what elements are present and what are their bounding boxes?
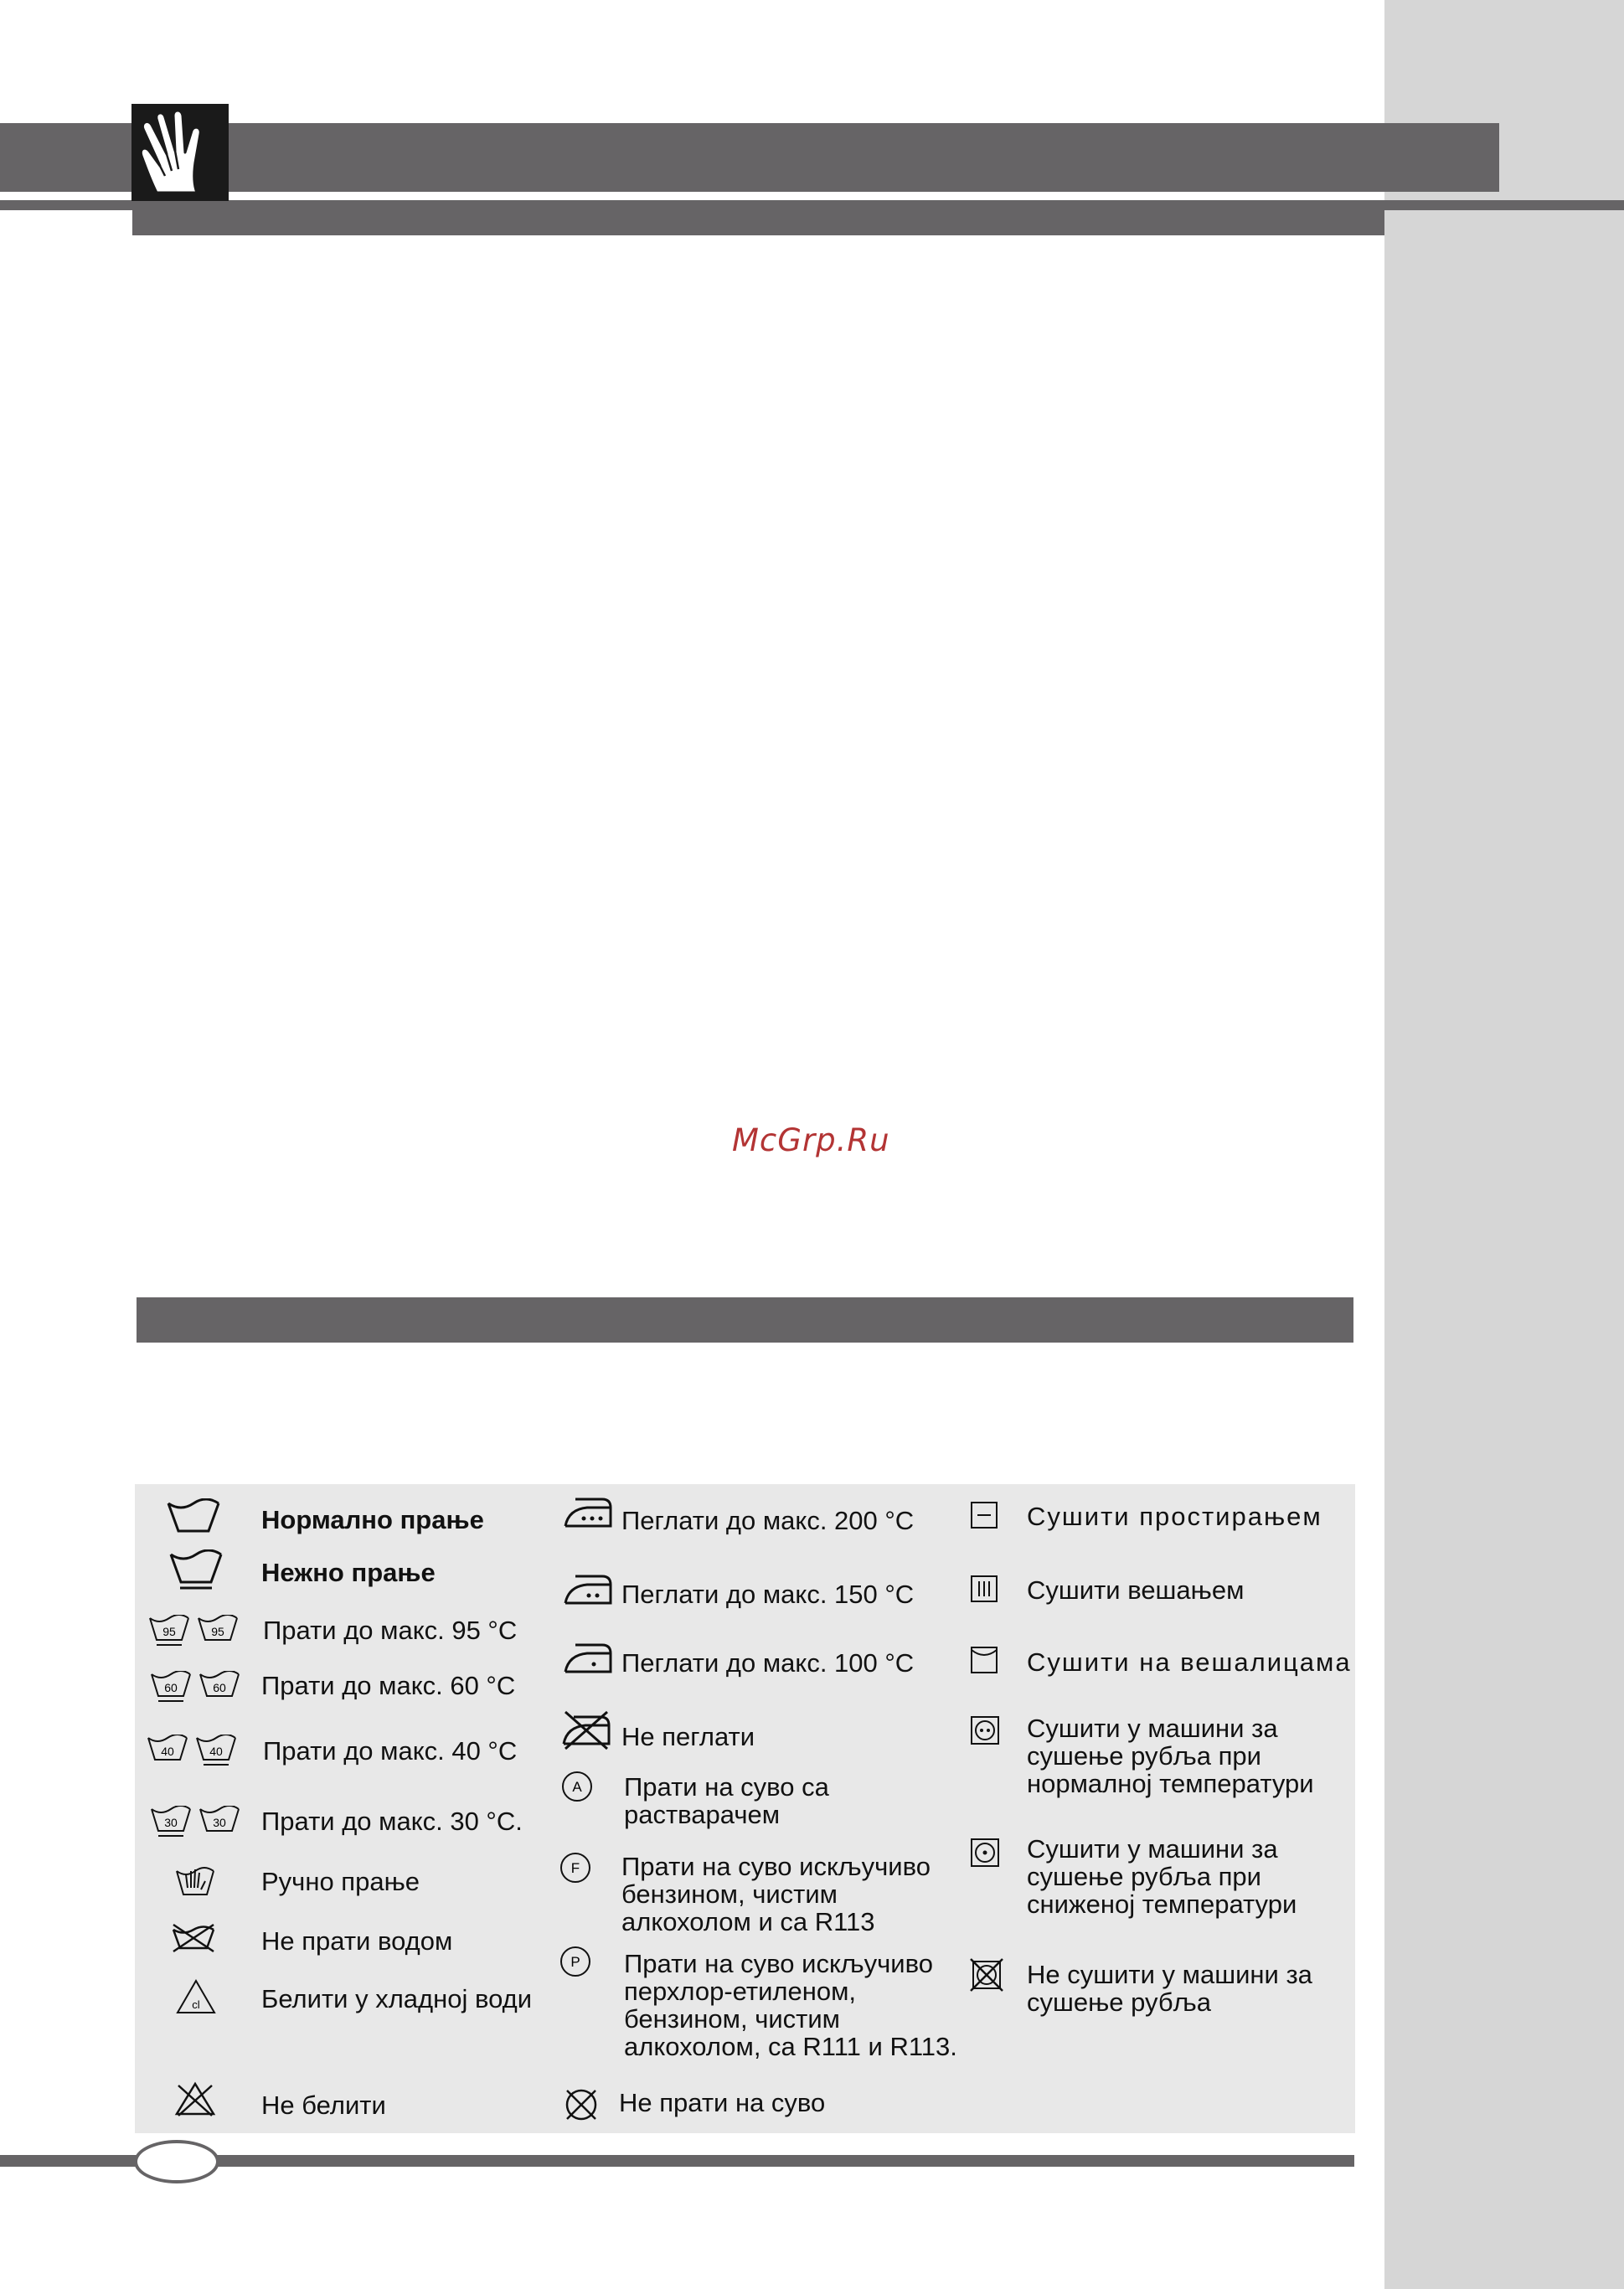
care-label: бензином, чистим <box>621 1879 838 1909</box>
temp-mark: 95 <box>211 1625 224 1638</box>
dryclean-a-icon <box>560 1770 594 1803</box>
care-label: Прати до макс. 40 °C <box>263 1736 518 1766</box>
care-label: Прати на суво са <box>624 1772 829 1802</box>
dryclean-mark: P <box>570 1954 580 1970</box>
wash-40-icon <box>147 1735 239 1768</box>
care-label: Сушити на вешалицама <box>1027 1647 1352 1677</box>
temp-mark: 30 <box>213 1816 226 1829</box>
care-label: бензином, чистим <box>624 2004 840 2034</box>
tumble-dry-normal-icon <box>970 1715 1000 1745</box>
care-label: сниженој температури <box>1027 1889 1297 1919</box>
care-label: растварачем <box>624 1800 781 1829</box>
tumble-dry-low-icon <box>970 1838 1000 1868</box>
temp-mark: 60 <box>164 1681 178 1694</box>
hand-icon <box>131 104 229 201</box>
drip-dry-icon <box>970 1575 998 1603</box>
wash-60-icon <box>150 1671 242 1704</box>
care-label: Не прати на суво <box>619 2088 826 2117</box>
do-not-dryclean-icon <box>563 2086 600 2123</box>
care-label: Нежно прање <box>261 1558 436 1587</box>
line-dry-icon <box>970 1646 998 1674</box>
care-label: сушење рубља <box>1027 1987 1211 2017</box>
care-label: сушење рубља при <box>1027 1862 1261 1891</box>
wash-gentle-icon <box>168 1549 224 1591</box>
dryclean-p-icon <box>559 1945 592 1978</box>
temp-mark: 40 <box>209 1745 223 1758</box>
temp-mark: 30 <box>164 1816 178 1829</box>
wash-95-icon <box>148 1615 240 1648</box>
care-label: Сушити у машини за <box>1027 1714 1278 1743</box>
dryclean-mark: F <box>570 1860 580 1876</box>
section-bar <box>137 1297 1353 1343</box>
temp-mark: 60 <box>213 1681 226 1694</box>
care-label: Белити у хладној води <box>261 1984 533 2013</box>
header-subbar <box>132 210 1384 235</box>
wash-normal-icon <box>166 1498 221 1535</box>
do-not-bleach-icon <box>173 2080 217 2119</box>
iron-200-icon <box>562 1496 614 1531</box>
care-label: Нормално прање <box>261 1505 484 1534</box>
care-symbols-panel <box>135 1484 1355 2133</box>
dryclean-f-icon <box>559 1851 592 1884</box>
care-label: Прати на суво искључиво <box>624 1949 933 1978</box>
care-label: алкохолом и са R113 <box>621 1907 875 1936</box>
care-label: алкохолом, са R111 и R113. <box>624 2032 957 2061</box>
do-not-wash-icon <box>170 1923 217 1953</box>
care-label: Не прати водом <box>261 1926 453 1956</box>
care-label: Прати на суво искључиво <box>621 1852 931 1881</box>
page-number-oval <box>134 2140 219 2183</box>
care-label: Не пеглати <box>621 1722 755 1751</box>
care-label: Не белити <box>261 2091 386 2120</box>
dryclean-mark: A <box>572 1779 582 1795</box>
do-not-tumble-dry-icon <box>970 1958 1003 1992</box>
care-label: Прати до макс. 60 °C <box>261 1671 516 1700</box>
header-rule <box>0 200 1624 210</box>
iron-100-icon <box>562 1642 614 1677</box>
iron-150-icon <box>562 1573 614 1608</box>
care-label: Ручно прање <box>261 1867 420 1896</box>
care-label: Пеглати до макс. 100 °C <box>621 1648 915 1678</box>
care-label: Прати до макс. 30 °C. <box>261 1807 523 1836</box>
care-label: Прати до макс. 95 °C <box>263 1616 518 1645</box>
bleach-mark: cl <box>192 1998 200 2011</box>
right-margin-strip <box>1384 0 1624 2289</box>
care-label: Сушити вешањем <box>1027 1575 1245 1605</box>
care-label: Сушити простирањем <box>1027 1502 1322 1531</box>
hand-wash-icon <box>174 1859 216 1898</box>
care-label: Пеглати до макс. 200 °C <box>621 1506 915 1535</box>
watermark: McGrp.Ru <box>732 1122 890 1158</box>
care-label: нормалној температури <box>1027 1769 1314 1798</box>
care-label: перхлор-етиленом, <box>624 1977 857 2006</box>
care-label: Пеглати до макс. 150 °C <box>621 1580 915 1609</box>
dry-flat-icon <box>970 1501 998 1529</box>
temp-mark: 40 <box>161 1745 174 1758</box>
temp-mark: 95 <box>162 1625 176 1638</box>
bleach-cold-icon <box>175 1978 217 2015</box>
wash-30-icon <box>150 1806 242 1839</box>
do-not-iron-icon <box>559 1709 614 1750</box>
care-label: сушење рубља при <box>1027 1741 1261 1771</box>
care-label: Не сушити у машини за <box>1027 1960 1312 1989</box>
care-label: Сушити у машини за <box>1027 1834 1278 1864</box>
